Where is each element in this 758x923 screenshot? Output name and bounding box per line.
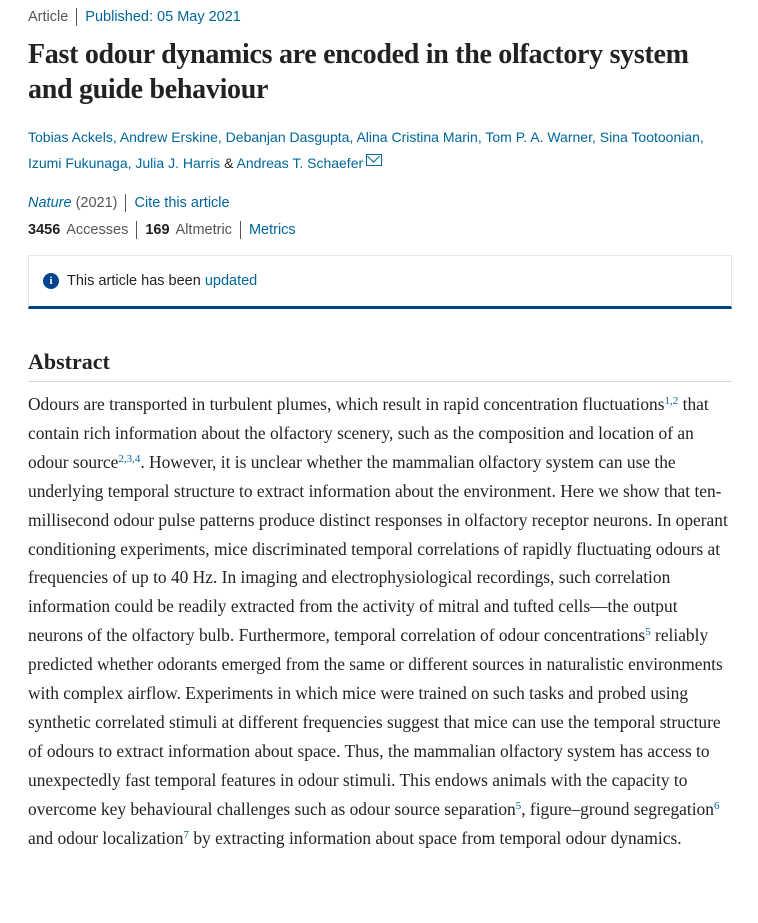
author-link[interactable]: Alina Cristina Marin [356,129,478,145]
author-link[interactable]: Tobias Ackels [28,129,113,145]
reference-link[interactable]: 7 [183,828,189,841]
divider [136,221,137,239]
article-meta [28,7,732,27]
author-link[interactable]: Andrew Erskine [119,129,218,145]
author-link[interactable]: Debanjan Dasgupta [225,129,350,145]
author-separator: , [112,129,120,145]
abstract-segment: and odour localization [28,827,184,848]
altmetric-count: 169 [145,222,170,238]
email-icon[interactable] [366,154,382,166]
abstract-segment: . However, it is unclear whether the mammalian olfactory system can use the underlying temporal structure to extract information about the environment. Here we show that ten-millisecond odour pulse patterns produce distinct responses in olfactory receptor neurons. In operant conditioning experiments, mice discriminated temporal correlations of rapidly fluctuating odours at frequencies of up to 40 Hz. In imaging and electrophysiological recordings, such correlation information could be readily extracted from the activity of mitral and tufted cells—the output neurons of the olfactory bulb. Furthermore, temporal correlation of odour concentrations [28,451,728,646]
reference-link[interactable]: 5 [645,626,651,639]
author-separator: , [477,129,486,145]
divider [240,221,241,239]
cite-article-link[interactable]: Cite this article [134,195,230,211]
author-link[interactable]: Izumi Fukunaga [28,155,128,171]
abstract-segment: that contain rich information about the olfactory scenery, such as the composition and location of an odour source [28,394,709,472]
author-list [28,124,732,176]
published-date[interactable]: Published: 05 May 2021 [85,9,241,25]
journal-name[interactable]: Nature [28,195,72,211]
abstract-segment: , figure–ground segregation [521,798,714,819]
article-type: Article [28,9,69,25]
altmetric-label: Altmetric [175,222,232,238]
reference-link[interactable]: 2,3,4 [118,452,141,465]
reference-link[interactable]: 1,2 [664,395,679,407]
author-separator: , [591,129,600,145]
article-title: Fast odour dynamics are encoded in the olfactory system and guide behaviour [28,39,689,105]
abstract-text [28,390,732,853]
update-notice [28,255,732,309]
author-link[interactable]: Julia J. Harris [135,155,221,171]
metrics-bar [28,221,732,239]
author-separator: & [220,155,237,171]
author-separator: , [699,129,704,145]
accesses-label: Accesses [66,222,129,238]
reference-link[interactable]: 6 [713,799,720,812]
author-separator: , [127,155,136,171]
info-icon: i [43,273,59,289]
abstract-heading: Abstract [28,349,732,382]
updated-link[interactable]: updated [204,273,258,289]
divider [125,194,126,212]
abstract-segment: by extracting information about space from temporal odour dynamics. [189,827,682,848]
author-link[interactable]: Sina Tootoonian [599,129,700,145]
author-separator: , [217,129,226,145]
abstract-segment: Odours are transported in turbulent plumes, which result in rapid concentration fluctuations [28,394,665,414]
accesses-count: 3456 [28,222,61,238]
divider [76,8,77,26]
journal-year: (2021) [75,195,118,211]
journal-info [28,194,732,212]
metrics-link[interactable]: Metrics [248,222,296,238]
abstract-segment: reliably predicted whether odorants emerged from the same or different sources in naturalistic environments with complex airflow. Experiments in which mice were trained on such tasks and probed using synthetic correlated stimuli at different frequencies suggest that mice can use the temporal structure of odours to extract information about space. Thus, the mammalian olfactory system has access to unexpectedly fast temporal features in odour stimuli. This endows animals with the capacity to overcome key behavioural challenges such as odour source separation [28,625,723,819]
author-separator: , [349,129,357,145]
author-link[interactable]: Tom P. A. Warner [485,129,592,145]
notice-text: This article has been [67,273,201,289]
reference-link[interactable]: 5 [515,799,522,812]
author-link[interactable]: Andreas T. Schaefer [236,155,364,171]
